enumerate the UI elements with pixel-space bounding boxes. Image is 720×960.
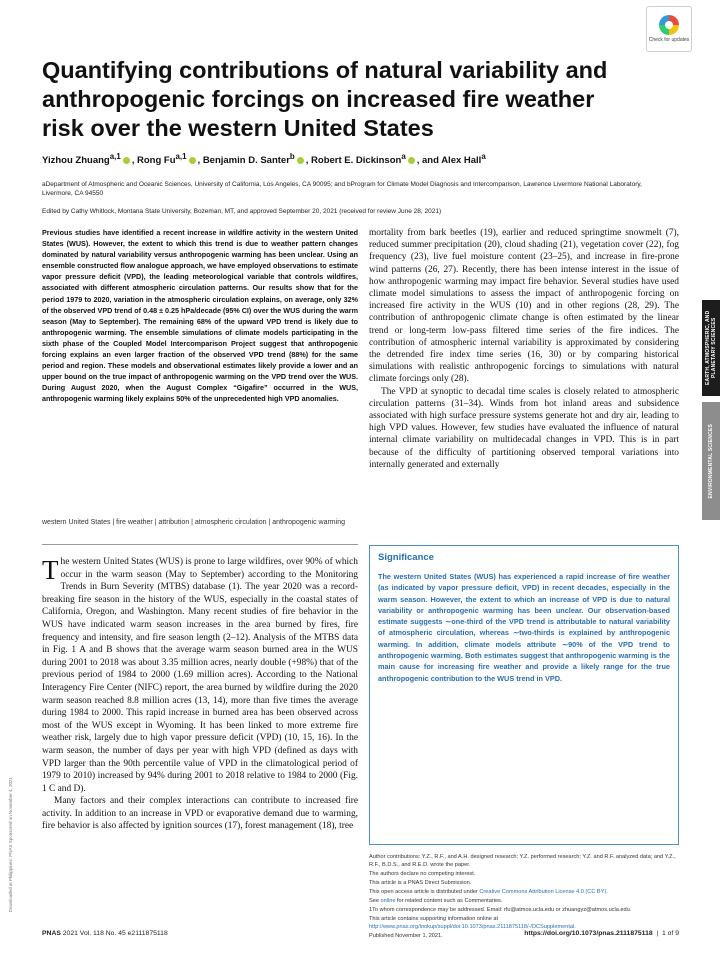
- orcid-icon[interactable]: [297, 157, 304, 164]
- page-number: 1 of 9: [661, 930, 679, 937]
- badge-label: Check for updates: [648, 37, 690, 43]
- orcid-icon[interactable]: [408, 157, 415, 164]
- author-name[interactable]: Robert E. Dickinson: [311, 155, 402, 167]
- online-link[interactable]: online: [380, 898, 396, 904]
- crossmark-icon: [659, 15, 679, 35]
- significance-box: [369, 545, 679, 845]
- article-title: Quantifying contributions of natural variability and anthropogenic forcings on increased fire weather risk over the western United States: [42, 57, 608, 141]
- orcid-icon[interactable]: [123, 157, 130, 164]
- abstract: Previous studies have identified a recent increase in wildfire activity in the western United States (WUS). However, the extent to which this trend is due to weather pattern changes dominated by natural variability versus anthropogenic warming has been unclear. Using an ensemble constructed flow analogue approach, we have employed observations to estimate vapor pressure deficit (VPD), the leading meteorological variable that controls wildfires, associated with different atmospheric circulation patterns. Our results show that for the period 1979 to 2020, variation in the atmospheric circulation explains, on average, only 32% of the observed VPD trend of 0.48 ± 0.25 hPa/decade (95% CI) over the WUS during the warm season (May to September). The remaining 68% of the upward VPD trend is likely due to anthropogenic warming. The ensemble simulations of climate models participating in the sixth phase of the Coupled Model Intercomparison Project suggest that anthropogenic forcing explains an even larger fraction of the observed VPD trend (88%) for the same period and region. These models and observational estimates likely provide a lower and an upper bound on the true impact of anthropogenic warming on the VPD trend over the WUS. During August 2020, when the August Complex “Gigafire” occurred in the WUS, anthropogenic warming likely explains 50% of the unprecedented high VPD anomalies.: [42, 228, 358, 404]
- body-text-right: [369, 227, 679, 471]
- keywords: western United States | fire weather | attribution | atmospheric circulation | anthropogenic warming: [42, 519, 345, 526]
- section-tab-earth-sciences: EARTH, ATMOSPHERIC, AND PLANETARY SCIENCES: [702, 300, 720, 396]
- download-watermark: Downloaded at Philippines: PNAS Sponsored on November 4, 2021: [7, 777, 13, 913]
- license-note: This open access article is distributed under Creative Commons Attribution License 4.0 (CC BY).: [369, 889, 608, 895]
- direct-submission: This article is a PNAS Direct Submission.: [369, 880, 472, 886]
- supporting-info-note: This article contains supporting information online at http://www.pnas.org/lookup/suppl/doi:10.1073/pnas.2111875118/-/DCSupplemental.: [369, 916, 576, 930]
- section-tab-environmental-sciences: ENVIRONMENTAL SCIENCES: [702, 402, 720, 520]
- paragraph: Many factors and their complex interactions can contribute to increased fire activity. In addition to an increase in VPD or evaporative demand due to warming, fire behavior is also affected by ignition sources (17), forest management (18), tree: [42, 796, 358, 832]
- footer-citation: PNAS 2021 Vol. 118 No. 45 e2111875118: [42, 930, 168, 937]
- paragraph: he western United States (WUS) is prone to large wildfires, over 90% of which occur in the warm season (May to September) according to the Monitoring Trends in Burn Severity (MTBS) database (1). The year 2020 was a record-breaking fire season in the history of the WUS, especially in the coastal states of California, Oregon, and Washington. Many recent studies of fire behavior in the WUS have indicated warm season increases in the area burned by fires, fire frequency and intensity, and fire season length (2–12). Analysis of the MTBS data in Fig. 1 A and B shows that the average warm season burned area in the WUS during 2001 to 2018 was about 3.35 million acres, nearly double (+98%) that of the previous period of 1984 to 2000 (1.69 million acres). According to the National Interagency Fire Center (NIFC) report, the area burned by wildfire during the 2020 warm season reached 8.8 million acres (13, 14), more than five times the average during 1984 to 2000. This rapid increase in burned area has been observed across most of the WUS except in Wyoming. It has been linked to more extreme fire weather risk, largely due to high vapor pressure deficit (VPD) (10, 15, 16). In the warm season, the number of days per year with high VPD (defined as days with VPD larger than the 90th percentile value of VPD in the climatological period of 1979 to 2010) increased by 94% during 2001 to 2018 relative to 1984 to 2000 (Fig. 1 C and D).: [42, 557, 358, 794]
- competing-interest: The authors declare no competing interest.: [369, 871, 476, 877]
- footer-doi: https://doi.org/10.1073/pnas.2111875118 | 1 of 9: [524, 930, 679, 937]
- correspondence-note: 1To whom correspondence may be addressed. Email: rfu@atmos.ucla.edu or zhuangyz@atmos.ucla.edu.: [369, 907, 632, 913]
- doi-link[interactable]: https://doi.org/10.1073/pnas.2111875118: [524, 930, 653, 937]
- significance-heading: Significance: [378, 552, 434, 563]
- drop-cap: T: [42, 555, 59, 585]
- affiliations: aDepartment of Atmospheric and Oceanic Sciences, University of California, Los Angeles, CA 90095; and bProgram for Climate Model Diagnosis and Intercomparison, Lawrence Livermore National Laboratory, Livermore, CA 94550: [42, 181, 642, 197]
- supporting-info-link[interactable]: http://www.pnas.org/lookup/suppl/doi:10.1073/pnas.2111875118/-/DCSupplemental.: [369, 924, 576, 930]
- author-contributions: Author contributions: Y.Z., R.F., and A.H. designed research; Y.Z. performed research; Y.Z. and R.F. analyzed data; and Y.Z., R.F., B.D.S., and R.E.D. wrote the paper.: [369, 854, 676, 868]
- significance-text: The western United States (WUS) has experienced a rapid increase of fire weather (as indicated by vapor pressure deficit, VPD) in recent decades, especially in the warm season. However, the extent to which an increase of VPD is due to natural variability or anthropogenic warming has been unclear. Our observation-based estimate suggests ∼one-third of the VPD trend is attributable to natural variability of atmospheric circulation, whereas ∼two-thirds is explained by anthropogenic warming. In addition, climate models attribute ∼90% of the VPD trend to anthropogenic warming. Both estimates suggest that anthropogenic warming is the main cause for increasing fire weather and provide a likely range for the true anthropogenic contribution to the WUS trend in VPD.: [378, 572, 670, 683]
- author-name[interactable]: Yizhou Zhuang: [42, 155, 110, 167]
- keywords-divider: [42, 544, 358, 545]
- article-notes: [369, 853, 679, 941]
- author-name[interactable]: Benjamin D. Santer: [202, 155, 290, 167]
- author-name[interactable]: Rong Fu: [137, 155, 176, 167]
- edited-by: Edited by Cathy Whitlock, Montana State University, Bozeman, MT, and approved September 20, 2021 (received for review June 28, 2021): [42, 208, 442, 215]
- paragraph: mortality from bark beetles (19), earlier and reduced springtime snowmelt (7), reduced summer precipitation (20), cloud shading (21), vegetation cover (22), fog frequency (23), live fuel moisture content (23–25), and increase in fire-prone wind patterns (26, 27). Recently, there has been intense interest in the issue of how anthropogenic warming may impact fire behavior. Several studies have used climate model simulations to assess the impact of anthropogenic forcing on increased fire activity in the WUS (10) and in other regions (28, 29). The contribution of anthropogenic climate change is often estimated by the linear trend or long-term low-pass filtered time series of the fire indices. The contribution of atmospheric internal variability is approximated by considering the detrended fire index time series (16, 30) or by comparing historical simulations with realistic anthropogenic forcings to simulations with natural climate forcings only (28).: [369, 228, 679, 385]
- body-text-left: [42, 556, 358, 833]
- see-online-note: See online for related content such as Commentaries.: [369, 898, 503, 904]
- orcid-icon[interactable]: [189, 157, 196, 164]
- license-link[interactable]: Creative Commons Attribution License 4.0 (CC BY).: [479, 889, 608, 895]
- author-name[interactable]: Alex Hall: [441, 155, 482, 167]
- published-date: Published November 1, 2021.: [369, 933, 443, 939]
- paragraph: The VPD at synoptic to decadal time scales is closely related to atmospheric circulation patterns (31–34). Winds from hot inland areas and subsidence associated with high surface pressure systems generate hot and dry air, leading to high VPD values. However, few studies have evaluated the influence of natural internal climate variability on multidecadal changes in VPD. This is in part because of the difficulty of partitioning observed temporal variations into internally generated and externally: [369, 386, 679, 470]
- check-for-updates-badge[interactable]: [646, 6, 692, 52]
- author-list: Yizhou Zhuang$^{a,1}$ , Rong Fu$^{a,1}$ , Benjamin D. Santer$^b$ , Robert E. Dickinson$^a$ , and Alex Hall$^a$: [42, 152, 486, 167]
